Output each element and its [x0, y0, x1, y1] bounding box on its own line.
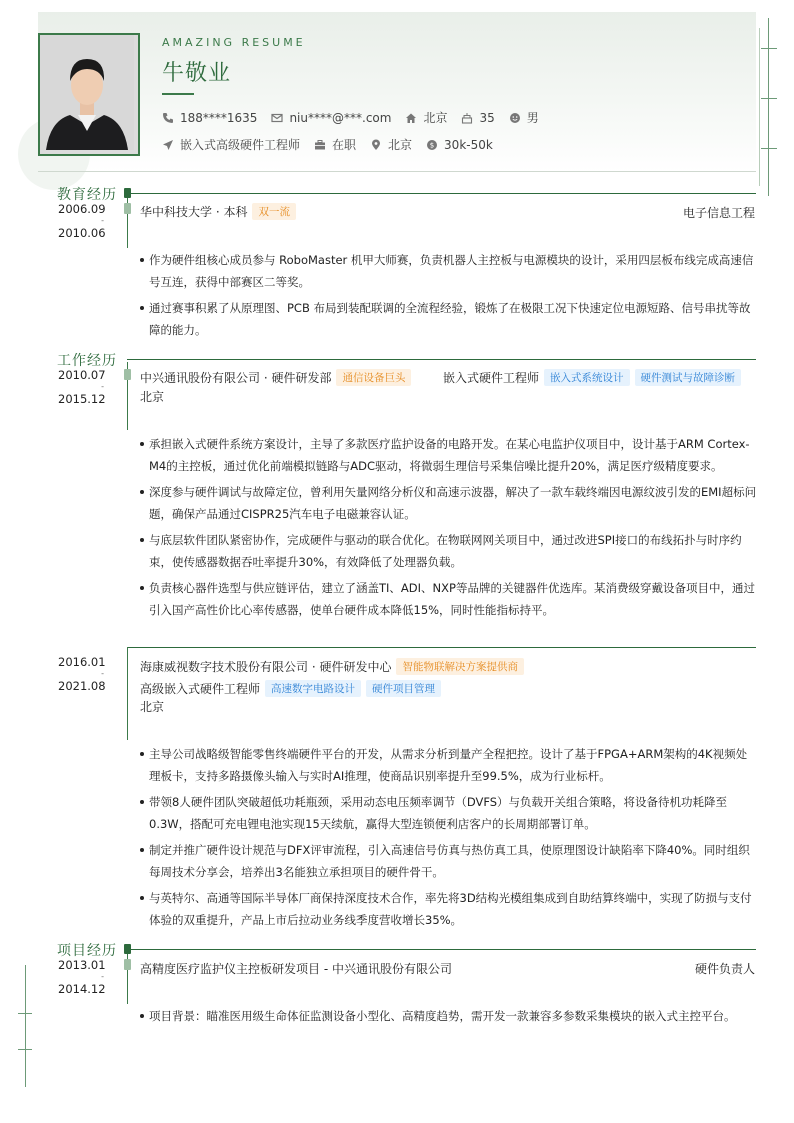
intent-row [162, 136, 507, 153]
project-name: 高精度医疗监护仪主控板研发项目 - 中兴通讯股份有限公司 [140, 962, 452, 976]
job2-company: 海康威视数字技术股份有限公司 · 硬件研发中心 [140, 660, 392, 674]
right-decor-tick [761, 48, 777, 49]
gender-text: 男 [526, 111, 539, 125]
phone-item [162, 111, 257, 125]
job1-end-date: 2015.12 [58, 392, 106, 406]
education-start-date: 2006.09 [58, 202, 106, 216]
job2-company-tag: 智能物联解决方案提供商 [396, 658, 524, 675]
job2-timeline-line [127, 647, 128, 740]
job1-company-line [140, 369, 411, 386]
left-decor-tick [18, 1013, 32, 1014]
education-timeline-node [124, 203, 131, 214]
job2-start-date: 2016.01 [58, 655, 106, 669]
left-decor-tick [18, 1049, 32, 1050]
education-date-range [58, 202, 104, 240]
list-item: 项目背景：瞄准医用级生命体征监测设备小型化、高精度趋势，需开发一款兼容多参数采集模块的嵌入式主控平台。 [136, 1005, 758, 1027]
major-name: 电子信息工程 [682, 206, 755, 220]
job2-company-line [140, 658, 524, 675]
name-underline [162, 93, 194, 95]
job1-timeline-node [124, 369, 131, 380]
target-position-item [162, 136, 300, 153]
age-item [461, 111, 494, 125]
list-item: 作为硬件组核心成员参与 RoboMaster 机甲大师赛，负责机器人主控板与电源模块的设计，采用四层板布线完成高速信号互连，获得中部赛区二等奖。 [136, 249, 758, 293]
work-section-title: 工作经历 [57, 353, 117, 369]
location-pin-icon [370, 139, 382, 151]
header-divider [38, 171, 756, 172]
work-section-rule [127, 359, 756, 360]
job1-date-range [58, 368, 104, 406]
project-date-range [58, 958, 104, 996]
phone-text: 188****1635 [180, 110, 258, 125]
job2-city: 北京 [140, 700, 165, 714]
hometown-text: 北京 [423, 111, 448, 125]
job1-role-line [443, 369, 741, 386]
avatar [38, 33, 140, 156]
list-item: 制定并推广硬件设计规范与DFX评审流程，引入高速信号仿真与热仿真工具，使原理图设计缺陷率下降40%。同时组织每周技术分享会，培养出3名能独立承担项目的硬件骨干。 [136, 839, 758, 883]
list-item: 深度参与硬件调试与故障定位，曾利用矢量网络分析仪和高速示波器，解决了一款车载终端因电源纹波引发的EMI超标问题，确保产品通过CISPR25汽车电子电磁兼容认证。 [136, 481, 758, 525]
svg-text:$: $ [429, 141, 435, 150]
list-item: 带领8人硬件团队突破超低功耗瓶颈，采用动态电压频率调节（DVFS）与负载开关组合策略，将设备待机功耗降至0.3W，搭配可充电锂电池实现15天续航，赢得大型连锁便利店客户的长周期部署订单。 [136, 791, 758, 835]
job1-skill-tag: 嵌入式系统设计 [544, 369, 630, 386]
project-bullet-list [136, 1005, 758, 1031]
list-item: 与英特尔、高通等国际半导体厂商保持深度技术合作，率先将3D结构光模组集成到自助结算终端中，实现了防损与支付体验的双重提升，产品上市后拉动业务线季度营收增长35%。 [136, 887, 758, 931]
job1-date-separator: - [101, 382, 104, 391]
email-text: niu****@***.com [289, 110, 392, 125]
list-item: 承担嵌入式硬件系统方案设计，主导了多款医疗监护设备的电路开发。在某心电监护仪项目中，设计基于ARM Cortex-M4的主控板，通过优化前端模拟链路与ADC驱动，将微弱生理信号采集信噪比提升20%，满足医疗级精度要求。 [136, 433, 758, 477]
email-item [271, 111, 391, 125]
project-date-separator: - [101, 972, 104, 981]
resume-kicker: AMAZING RESUME [162, 36, 306, 49]
contact-row [162, 109, 553, 126]
education-bullet-list [136, 249, 758, 345]
education-section-title: 教育经历 [57, 187, 117, 203]
gender-item [509, 109, 539, 126]
job1-company: 中兴通讯股份有限公司 · 硬件研发部 [140, 371, 332, 385]
job1-skill-tag: 硬件测试与故障诊断 [635, 369, 742, 386]
money-icon [426, 139, 438, 151]
home-icon [405, 112, 417, 124]
projects-section-marker [124, 944, 131, 954]
school-tag: 双一流 [252, 203, 296, 220]
salary-text: 30k-50k [444, 137, 493, 152]
projects-section-rule [127, 949, 756, 950]
age-text: 35 [479, 110, 495, 125]
job-status-text: 在职 [332, 138, 357, 152]
job1-role: 嵌入式硬件工程师 [443, 371, 540, 385]
gender-icon [509, 112, 521, 124]
job1-start-date: 2010.07 [58, 368, 106, 382]
target-city-item [370, 136, 412, 153]
education-entry-header [140, 203, 296, 220]
salary-item [426, 138, 493, 152]
phone-icon [162, 112, 174, 124]
projects-section-title: 项目经历 [57, 943, 117, 959]
job2-end-date: 2021.08 [58, 679, 106, 693]
education-end-date: 2010.06 [58, 226, 106, 240]
job-status-item [314, 136, 356, 153]
school-name: 华中科技大学 · 本科 [140, 205, 248, 219]
job2-divider-rule [127, 647, 756, 648]
list-item: 主导公司战略级智能零售终端硬件平台的开发，从需求分析到量产全程把控。设计了基于FPGA+ARM架构的4K视频处理板卡，支持多路摄像头输入与实时AI推理，使商品识别率提升至99.5%，成为行业标杆。 [136, 743, 758, 787]
job1-bullet-list [136, 433, 758, 625]
briefcase-icon [314, 139, 326, 151]
cake-icon [461, 112, 473, 124]
job2-date-separator: - [101, 669, 104, 678]
mail-icon [271, 112, 283, 124]
target-city-text: 北京 [388, 138, 413, 152]
job1-city: 北京 [140, 390, 165, 404]
project-end-date: 2014.12 [58, 982, 106, 996]
hometown-item [405, 109, 447, 126]
right-decor-tick [761, 148, 777, 149]
job2-date-range [58, 655, 104, 693]
job2-role: 高级嵌入式硬件工程师 [140, 682, 261, 696]
left-decor-line [25, 965, 26, 1087]
project-timeline-node [124, 959, 131, 970]
job2-bullet-list [136, 743, 758, 935]
list-item: 通过赛事积累了从原理图、PCB 布局到装配联调的全流程经验，锻炼了在极限工况下快速定位电源短路、信号串扰等故障的能力。 [136, 297, 758, 341]
right-decor-line-inner [759, 28, 760, 186]
job2-skill-tag: 硬件项目管理 [366, 680, 441, 697]
right-decor-line [768, 18, 769, 196]
candidate-name: 牛敬业 [162, 61, 232, 86]
project-role: 硬件负责人 [694, 962, 755, 976]
send-icon [162, 139, 174, 151]
education-date-separator: - [101, 216, 104, 225]
job1-company-tag: 通信设备巨头 [336, 369, 411, 386]
list-item: 与底层软件团队紧密协作，完成硬件与驱动的联合优化。在物联网网关项目中，通过改进SPI接口的布线拓扑与时序约束，使传感器数据吞吐率提升30%，有效降低了处理器负载。 [136, 529, 758, 573]
education-section-rule [127, 193, 756, 194]
list-item: 负责核心器件选型与供应链评估，建立了涵盖TI、ADI、NXP等品牌的关键器件优选库。某消费级穿戴设备项目中，通过引入国产高性价比心率传感器，使单台硬件成本降低15%，同时性能指标持平。 [136, 577, 758, 621]
project-start-date: 2013.01 [58, 958, 106, 972]
right-decor-tick [761, 98, 777, 99]
job2-skill-tag: 高速数字电路设计 [265, 680, 361, 697]
target-position-text: 嵌入式高级硬件工程师 [180, 138, 301, 152]
education-section-marker [124, 188, 131, 198]
job2-role-line [140, 680, 441, 697]
